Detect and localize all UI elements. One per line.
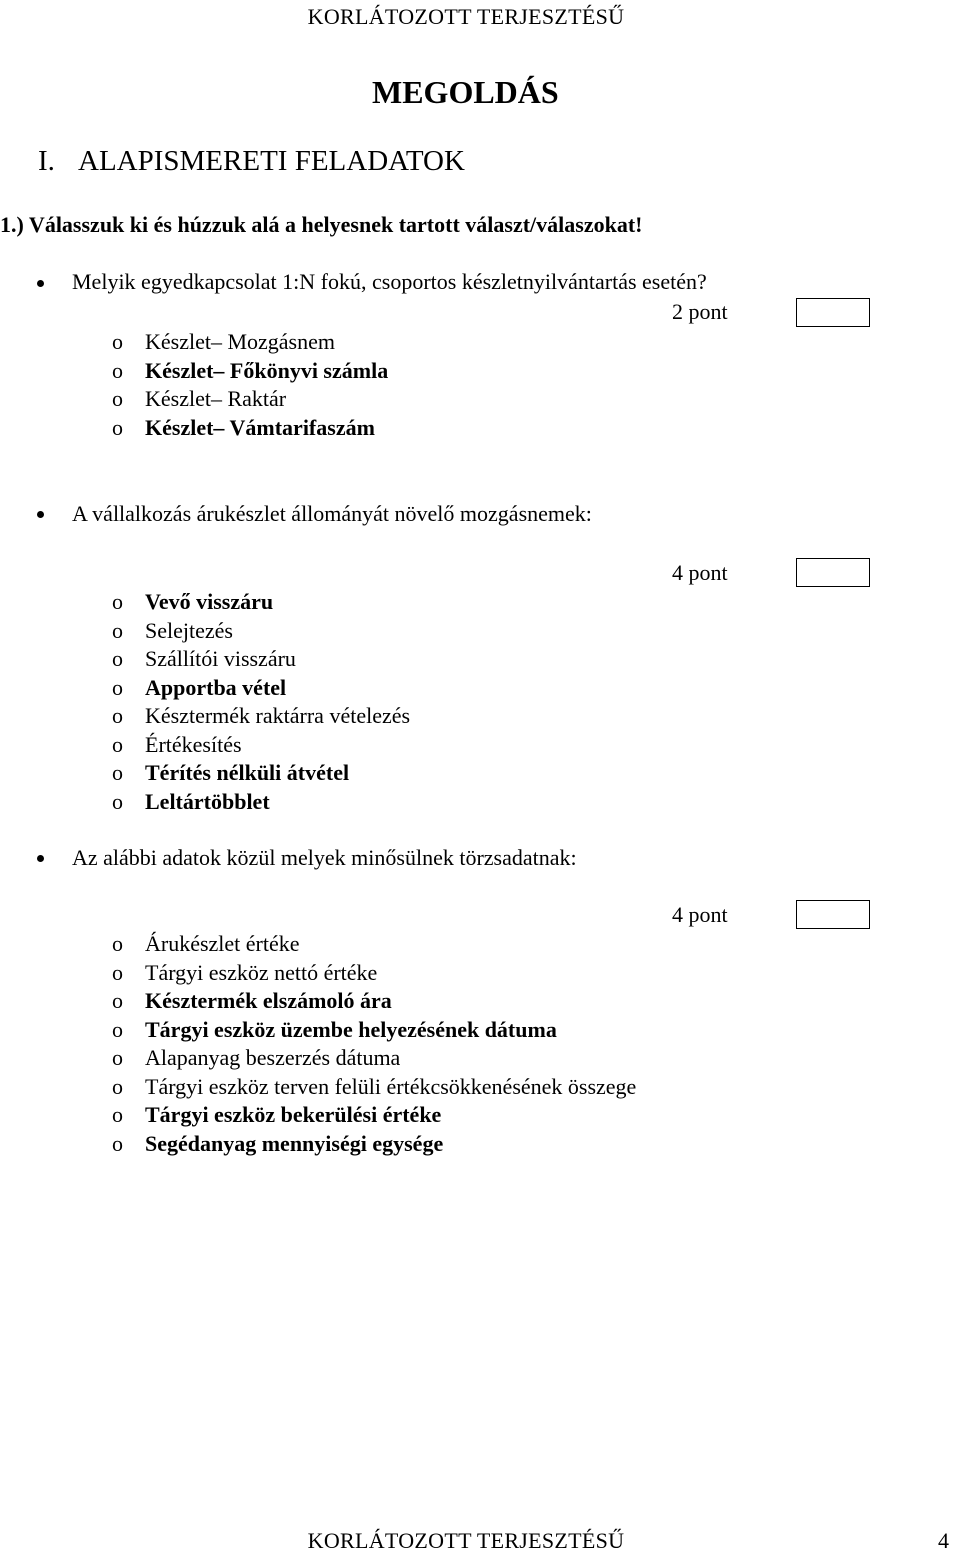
question-2-option-4[interactable]: o Apportba vétel — [112, 675, 287, 700]
question-2-option-2[interactable]: o Selejtezés — [112, 618, 233, 643]
question-3-option-4[interactable]: o Tárgyi eszköz üzembe helyezésének dátuma — [112, 1017, 557, 1042]
question-3-option-5[interactable]: o Alapanyag beszerzés dátuma — [112, 1045, 401, 1070]
question-2-text: A vállalkozás árukészlet állományát növelő mozgásnemek: — [72, 501, 592, 526]
question-3-option-2[interactable]: o Tárgyi eszköz nettó értéke — [112, 960, 378, 985]
bullet-icon — [37, 511, 44, 518]
header-restricted-distribution: KORLÁTOZOTT TERJESZTÉSŰ — [307, 4, 625, 29]
question-3-points: 4 pont — [672, 902, 728, 927]
question-1-points: 2 pont — [672, 299, 728, 324]
footer-restricted-distribution: KORLÁTOZOTT TERJESZTÉSŰ — [307, 1528, 625, 1553]
section-heading — [38, 145, 465, 178]
question-3-option-6[interactable]: o Tárgyi eszköz terven felüli értékcsökkenésének összege — [112, 1074, 637, 1099]
question-2-option-8[interactable]: o Leltártöbblet — [112, 789, 270, 814]
question-1-text: Melyik egyedkapcsolat 1:N fokú, csoportos készletnyilvántartás esetén? — [72, 269, 707, 294]
bullet-icon — [37, 855, 44, 862]
task-instruction: 1.) Válasszuk ki és húzzuk alá a helyesnek tartott választ/válaszokat! — [0, 212, 643, 237]
section-title: ALAPISMERETI FELADATOK — [78, 145, 465, 177]
question-3-option-3[interactable]: o Késztermék elszámoló ára — [112, 988, 392, 1013]
question-1-option-3[interactable]: o Készlet– Raktár — [112, 386, 287, 411]
question-1-score-box[interactable] — [796, 298, 870, 327]
question-3-text: Az alábbi adatok közül melyek minősülnek törzsadatnak: — [72, 845, 577, 870]
question-2-option-5[interactable]: o Késztermék raktárra vételezés — [112, 703, 411, 728]
question-3-option-7[interactable]: o Tárgyi eszköz bekerülési értéke — [112, 1102, 442, 1127]
question-1-option-1[interactable]: o Készlet– Mozgásnem — [112, 329, 335, 354]
question-2-option-6[interactable]: o Értékesítés — [112, 732, 242, 757]
question-2-option-1[interactable]: o Vevő visszáru — [112, 589, 274, 614]
question-3-score-box[interactable] — [796, 900, 870, 929]
bullet-icon — [37, 280, 44, 287]
question-2-option-3[interactable]: o Szállítói visszáru — [112, 646, 296, 671]
section-number: I. — [38, 145, 55, 177]
question-1-option-2[interactable]: o Készlet– Főkönyvi számla — [112, 358, 389, 383]
page-number: 4 — [938, 1528, 949, 1553]
page-title: MEGOLDÁS — [372, 74, 559, 110]
question-2-option-7[interactable]: o Térítés nélküli átvétel — [112, 760, 350, 785]
question-2-points: 4 pont — [672, 560, 728, 585]
question-3-option-8[interactable]: o Segédanyag mennyiségi egysége — [112, 1131, 444, 1156]
question-1-option-4[interactable]: o Készlet– Vámtarifaszám — [112, 415, 375, 440]
question-2-score-box[interactable] — [796, 558, 870, 587]
question-3-option-1[interactable]: o Árukészlet értéke — [112, 931, 300, 956]
